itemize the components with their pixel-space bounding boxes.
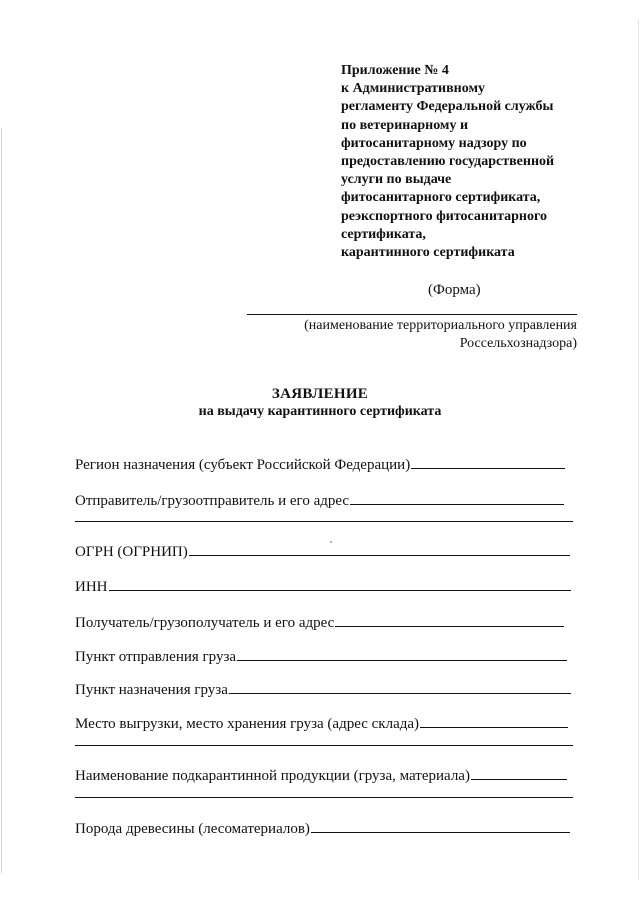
authority-hint-line: (наименование территориального управления	[304, 318, 577, 333]
destination-point-input[interactable]	[229, 679, 571, 694]
unloading-place-continuation-input[interactable]	[75, 745, 573, 746]
field-label: Пункт отправления груза	[75, 649, 237, 665]
field-recipient	[75, 612, 564, 632]
ogrn-input[interactable]	[189, 541, 570, 556]
field-ogrn	[75, 541, 570, 561]
field-label: Место выгрузки, место хранения груза (адрес склада)	[75, 716, 420, 732]
field-label: Регион назначения (субъект Российской Федерации)	[75, 457, 411, 473]
departure-point-input[interactable]	[237, 646, 567, 661]
annex-line: услуги по выдаче	[341, 172, 452, 188]
field-label: Отправитель/грузоотправитель и его адрес	[75, 493, 350, 509]
annex-line: реэкспортного фитосанитарного	[341, 208, 547, 224]
field-label: Порода древесины (лесоматериалов)	[75, 821, 310, 837]
field-inn	[75, 576, 571, 596]
field-unloading-place	[75, 713, 568, 733]
form-marker: (Форма)	[428, 282, 481, 298]
scan-edge-left	[1, 128, 2, 873]
unloading-place-input[interactable]	[420, 713, 568, 728]
annex-line: регламенту Федеральной службы	[341, 99, 554, 115]
authority-name-hint	[247, 317, 577, 353]
annex-line: фитосанитарного сертификата,	[341, 190, 541, 206]
document-title: ЗАЯВЛЕНИЕ	[271, 386, 369, 402]
authority-name-field[interactable]	[247, 314, 577, 315]
authority-hint-line: Россельхознадзора)	[459, 336, 577, 351]
field-label: Получатель/грузополучатель и его адрес	[75, 615, 335, 631]
annex-reference-block	[341, 62, 596, 262]
annex-line: по ветеринарному и	[341, 117, 469, 133]
field-destination-region	[75, 454, 565, 474]
inn-input[interactable]	[109, 576, 571, 591]
field-label: ОГРН (ОГРНИП)	[75, 544, 188, 560]
annex-line: сертификата,	[341, 226, 426, 242]
field-label: Пункт назначения груза	[75, 682, 228, 698]
annex-line: предоставлению государственной	[341, 154, 555, 170]
field-destination-point	[75, 679, 571, 699]
field-departure-point	[75, 646, 567, 666]
field-wood-species	[75, 818, 570, 838]
sender-address-continuation-input[interactable]	[75, 521, 573, 522]
field-product-name	[75, 765, 567, 785]
annex-line: карантинного сертификата	[341, 245, 515, 261]
document-subtitle: на выдачу карантинного сертификата	[198, 404, 442, 419]
product-name-continuation-input[interactable]	[75, 797, 573, 798]
sender-input[interactable]	[350, 490, 564, 505]
wood-species-input[interactable]	[311, 818, 570, 833]
recipient-input[interactable]	[335, 612, 564, 627]
scan-edge-right	[638, 20, 639, 880]
field-label: ИНН	[75, 579, 108, 595]
destination-region-input[interactable]	[411, 454, 565, 469]
annex-line: Приложение № 4	[341, 63, 449, 78]
annex-line: к Административному	[341, 81, 486, 97]
field-label: Наименование подкарантинной продукции (груза, материала)	[75, 768, 470, 784]
product-name-input[interactable]	[471, 765, 567, 780]
field-sender	[75, 490, 564, 510]
annex-line: фитосанитарному надзору по	[341, 135, 527, 151]
